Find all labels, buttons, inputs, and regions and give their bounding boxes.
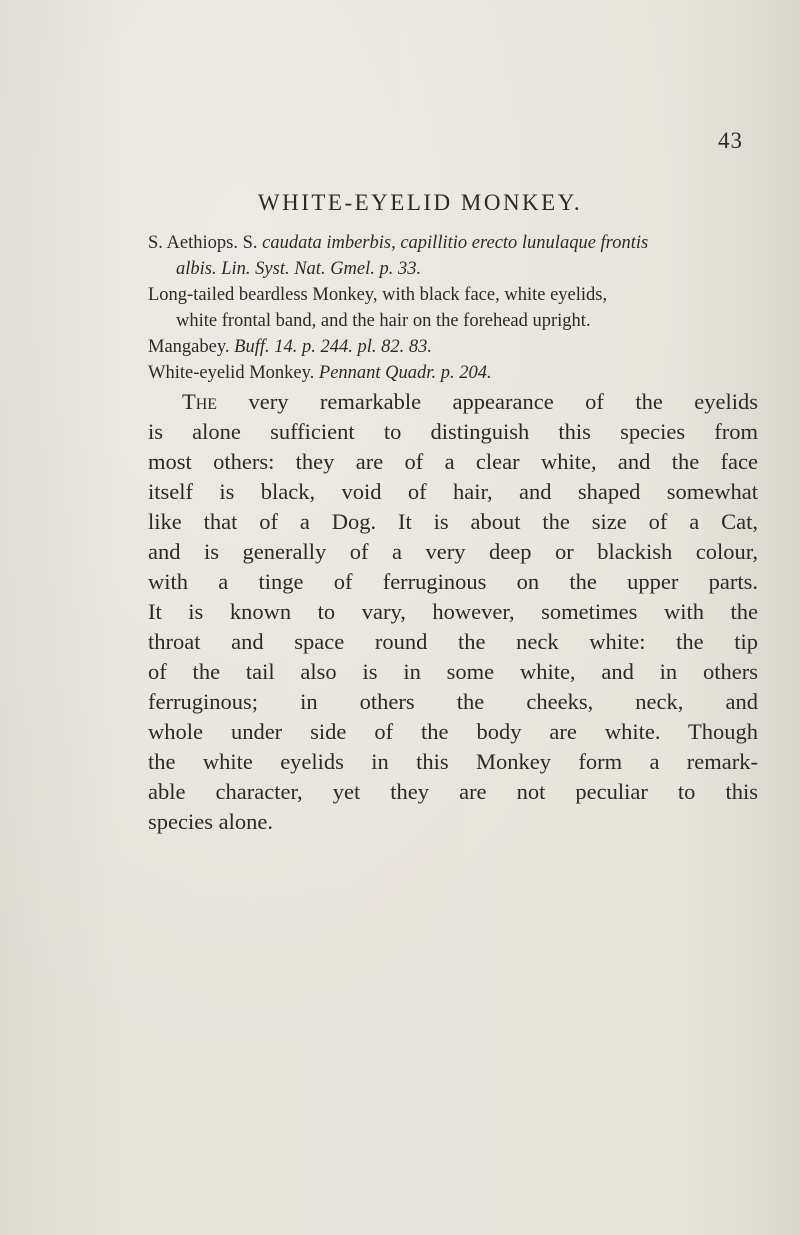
synonymy-line [148, 360, 758, 386]
page-number: 43 [718, 128, 743, 153]
body-line: whole under side of the body are white. Though [148, 719, 758, 744]
body-line: able character, yet they are not peculiar to this [148, 779, 758, 804]
dropcap-word: The [182, 389, 218, 414]
body-line: ferruginous; in others the cheeks, neck, and [148, 689, 758, 714]
body-paragraph [148, 387, 758, 837]
body-line: throat and space round the neck white: the tip [148, 629, 758, 654]
body-line [148, 387, 758, 417]
synonymy-italic: caudata imberbis, capillitio erecto lunulaque frontis [262, 233, 649, 253]
synonymy-roman: S. Aethiops. S. [148, 233, 263, 253]
synonymy-italic: Pennant Quadr. p. 204. [318, 363, 492, 383]
synonymy-italic: albis. Lin. Syst. Nat. Gmel. p. 33. [176, 259, 422, 279]
synonymy-line [148, 334, 758, 360]
body-line-text: very remarkable appearance of the eyelids [248, 389, 758, 414]
body-line: species alone. [148, 809, 273, 834]
body-line: It is known to vary, however, sometimes with the [148, 599, 758, 624]
synonymy-line [148, 308, 758, 334]
synonymy-italic: Buff. 14. p. 244. pl. 82. 83. [234, 337, 432, 357]
body-line: itself is black, void of hair, and shaped somewhat [148, 479, 758, 504]
synonymy-line [148, 256, 758, 282]
synonymy-roman: Long-tailed beardless Monkey, with black face, white eyelids, [148, 285, 608, 305]
body-line: is alone sufficient to distinguish this species from [148, 419, 758, 444]
synonymy-line [148, 282, 758, 308]
body-line: most others: they are of a clear white, and the face [148, 449, 758, 474]
body-line: of the tail also is in some white, and in others [148, 659, 758, 684]
synonymy-roman: White-eyelid Monkey. [148, 363, 319, 383]
synonymy-roman: Mangabey. [148, 337, 235, 357]
body-line: like that of a Dog. It is about the size of a Cat, [148, 509, 758, 534]
synonymy-block [148, 230, 758, 386]
body-line: the white eyelids in this Monkey form a remark- [148, 749, 758, 774]
synonymy-roman: white frontal band, and the hair on the forehead upright. [176, 311, 591, 331]
body-line: with a tinge of ferruginous on the upper parts. [148, 569, 758, 594]
body-line: and is generally of a very deep or blackish colour, [148, 539, 758, 564]
synonymy-line [148, 230, 758, 256]
page-title: WHITE-EYELID MONKEY. [257, 190, 583, 215]
